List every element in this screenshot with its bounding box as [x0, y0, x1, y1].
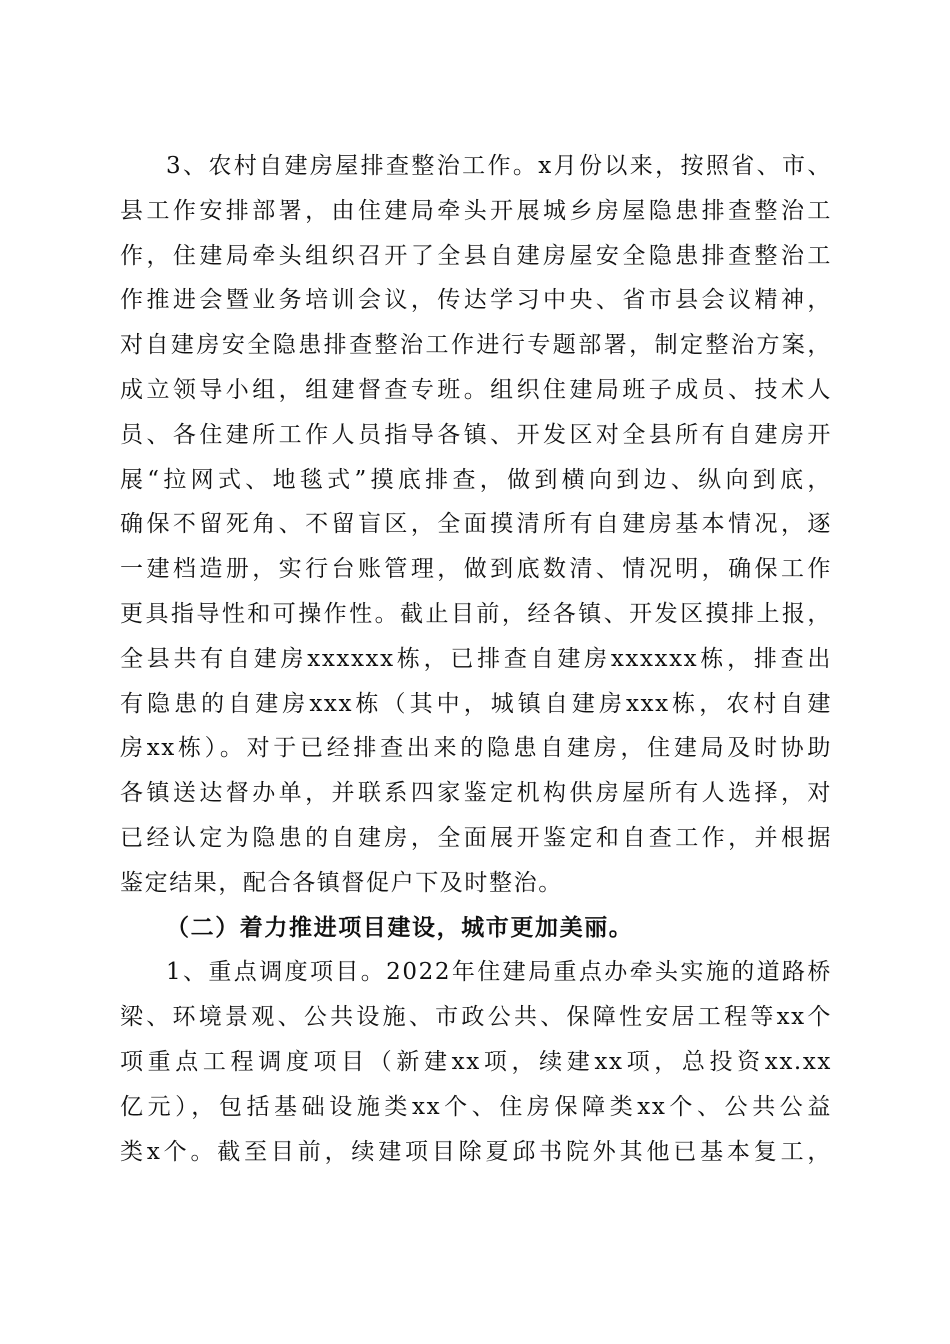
- text-line: 3、农村自建房屋排查整治工作。x月份以来，按照省、市、: [166, 153, 832, 179]
- text-line: 成立领导小组，组建督查专班。组织住建局班子成员、技术人: [120, 376, 832, 403]
- text-line: 有隐患的自建房xxx栋（其中，城镇自建房xxx栋，农村自建: [120, 690, 832, 717]
- text-line: 作，住建局牵头组织召开了全县自建房屋安全隐患排查整治工: [120, 242, 832, 269]
- text-line: 确保不留死角、不留盲区，全面摸清所有自建房基本情况，逐: [120, 511, 832, 538]
- text-line: 梁、环境景观、公共设施、市政公共、保障性安居工程等xx个: [120, 1004, 832, 1031]
- text-line: 亿元），包括基础设施类xx个、住房保障类xx个、公共公益: [120, 1093, 832, 1120]
- text-line: 房xx栋）。对于已经排查出来的隐患自建房，住建局及时协助: [120, 735, 832, 762]
- text-line: 员、各住建所工作人员指导各镇、开发区对全县所有自建房开: [120, 421, 832, 448]
- text-line: 对自建房安全隐患排查整治工作进行专题部署，制定整治方案，: [120, 332, 832, 359]
- text-line: 一建档造册，实行台账管理，做到底数清、情况明，确保工作: [120, 556, 832, 583]
- text-line: 各镇送达督办单，并联系四家鉴定机构供房屋所有人选择，对: [120, 780, 832, 807]
- text-line: 县工作安排部署，由住建局牵头开展城乡房屋隐患排查整治工: [120, 197, 832, 224]
- text-line: 鉴定结果，配合各镇督促户下及时整治。: [120, 869, 563, 896]
- text-line: 已经认定为隐患的自建房，全面展开鉴定和自查工作，并根据: [120, 824, 832, 851]
- body-paragraph-rural-housing: [120, 144, 832, 1174]
- text-line: 全县共有自建房xxxxxx栋，已排查自建房xxxxxx栋，排查出: [120, 645, 832, 672]
- text-line: 项重点工程调度项目（新建xx项，续建xx项，总投资xx.xx: [120, 1048, 832, 1075]
- section-heading: （二）着力推进项目建设，城市更加美丽。: [166, 913, 634, 941]
- text-line: 更具指导性和可操作性。截止目前，经各镇、开发区摸排上报，: [120, 600, 832, 627]
- text-line: 类x个。截至目前，续建项目除夏邱书院外其他已基本复工，: [120, 1138, 832, 1165]
- text-line: 1、重点调度项目。2022年住建局重点办牵头实施的道路桥: [166, 959, 832, 986]
- text-line: 展“拉网式、地毯式”摸底排查，做到横向到边、纵向到底，: [120, 466, 832, 493]
- text-line: 作推进会暨业务培训会议，传达学习中央、省市县会议精神，: [120, 287, 832, 314]
